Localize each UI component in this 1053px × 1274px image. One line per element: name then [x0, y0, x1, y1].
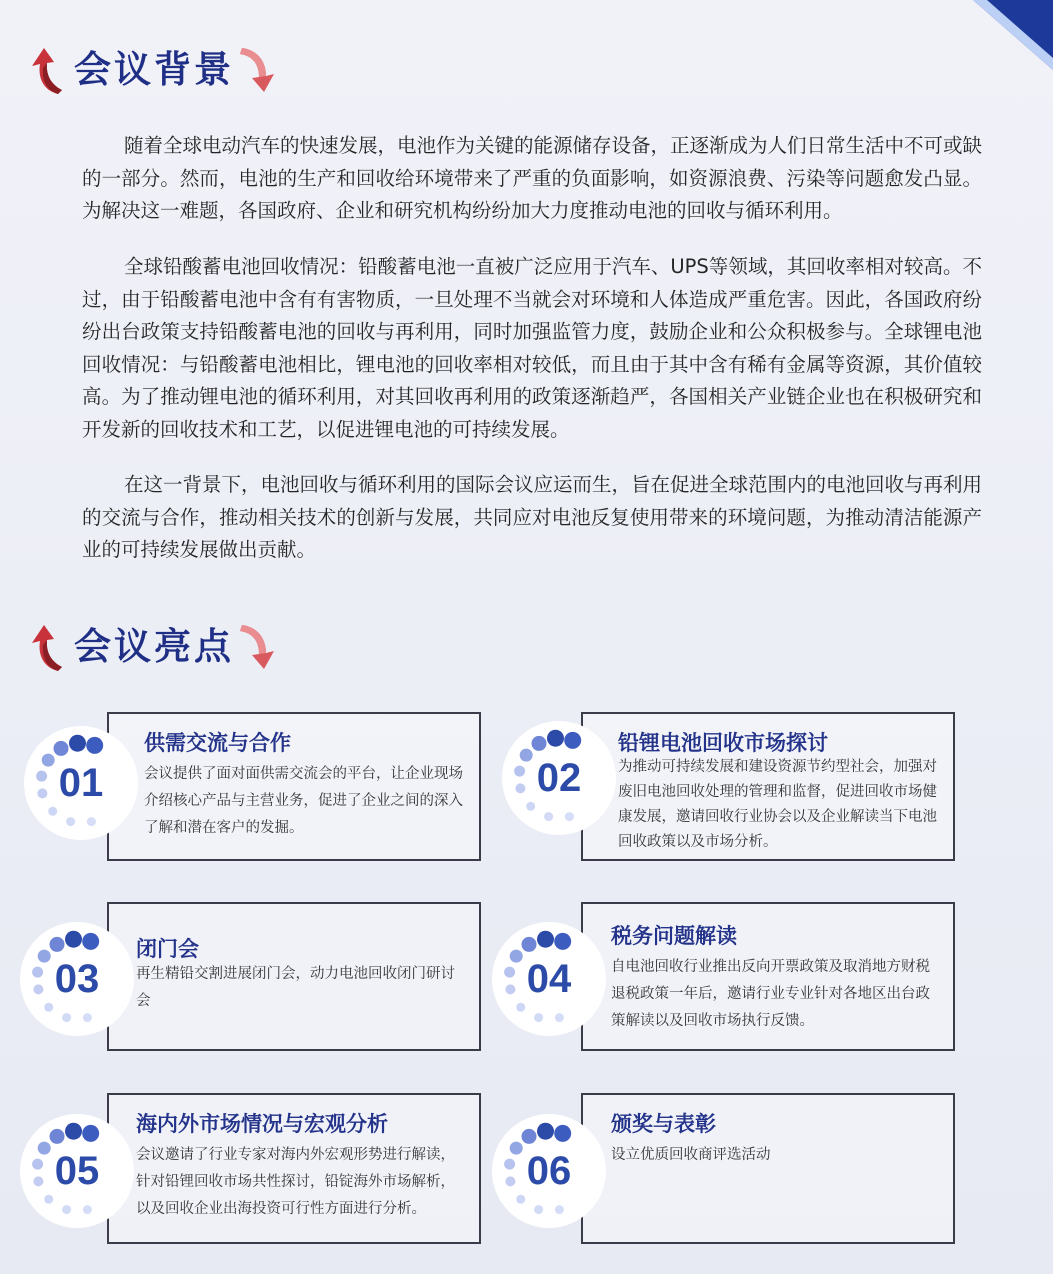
curved-arrow-down-icon: [236, 44, 280, 96]
section-title: 会议背景: [74, 48, 234, 91]
corner-decoration: [973, 0, 1053, 70]
number-badge-2: [500, 719, 618, 837]
badge-number: 01: [58, 760, 104, 805]
number-badge-1: [22, 724, 140, 842]
card-text: 自电池回收行业推出反向开票政策及取消地方财税退税政策一年后，邀请行业专业针对各地区出台政策解读以及回收市场执行反馈。: [611, 959, 930, 1029]
card-text: 会议邀请了行业专家对海内外宏观形势进行解读，针对铅锂回收市场共性探讨，铅锭海外市场解析，以及回收企业出海投资可行性方面进行分析。: [136, 1147, 455, 1217]
badge-number: 05: [54, 1148, 100, 1193]
card-title: 铅锂电池回收市场探讨: [618, 731, 828, 755]
background-paragraph-1: 随着全球电动汽车的快速发展，电池作为关键的能源储存设备，正逐渐成为人们日常生活中不可或缺的一部分。然而，电池的生产和回收给环境带来了严重的负面影响，如资源浪费、污染等问题愈发凸显。为解决这一难题，各国政府、企业和研究机构纷纷加大力度推动电池的回收与循环利用。: [82, 134, 983, 222]
badge-number: 06: [526, 1148, 572, 1193]
card-text: 会议提供了面对面供需交流会的平台，让企业现场介绍核心产品与主营业务，促进了企业之间的深入了解和潜在客户的发掘。: [144, 766, 463, 836]
card-text: 设立优质回收商评选活动: [611, 1147, 771, 1163]
curved-arrow-up-icon: [28, 44, 72, 96]
card-title: 供需交流与合作: [144, 731, 291, 755]
background-paragraph-2: 全球铅酸蓄电池回收情况：铅酸蓄电池一直被广泛应用于汽车、UPS等领域，其回收率相对较高。不过，由于铅酸蓄电池中含有有害物质，一旦处理不当就会对环境和人体造成严重危害。因此，各国政府纷纷出台政策支持铅酸蓄电池的回收与再利用，同时加强监管力度，鼓励企业和公众积极参与。全球锂电池回收情况：与铅酸蓄电池相比，锂电池的回收率相对较低，而且由于其中含有稀有金属等资源，其价值较高。为了推动锂电池的循环利用，对其回收再利用的政策逐渐趋严，各国相关产业链企业也在积极研究和开发新的回收技术和工艺，以促进锂电池的可持续发展。: [82, 255, 982, 441]
number-badge-5: [18, 1112, 136, 1230]
curved-arrow-up-icon: [28, 621, 72, 673]
section-heading-background: [28, 40, 280, 100]
section-heading-highlights: [28, 617, 280, 677]
card-title: 颁奖与表彰: [611, 1112, 716, 1136]
number-badge-6: [490, 1112, 608, 1230]
curved-arrow-down-icon: [236, 621, 280, 673]
card-text: 再生精铅交割进展闭门会，动力电池回收闭门研讨会: [136, 966, 455, 1009]
card-title: 海内外市场情况与宏观分析: [136, 1112, 388, 1136]
badge-number: 03: [54, 956, 100, 1001]
background-paragraph-3: 在这一背景下，电池回收与循环利用的国际会议应运而生，旨在促进全球范围内的电池回收与再利用的交流与合作，推动相关技术的创新与发展，共同应对电池反复使用带来的环境问题，为推动清洁能源产业的可持续发展做出贡献。: [82, 473, 983, 561]
card-text: 为推动可持续发展和建设资源节约型社会，加强对废旧电池回收处理的管理和监督，促进回收市场健康发展，邀请回收行业协会以及企业解读当下电池回收政策以及市场分析。: [618, 759, 937, 850]
number-badge-4: [490, 920, 608, 1038]
badge-number: 04: [526, 956, 572, 1001]
section-title: 会议亮点: [74, 625, 234, 668]
badge-number: 02: [536, 755, 582, 800]
card-title: 税务问题解读: [611, 924, 737, 948]
number-badge-3: [18, 920, 136, 1038]
card-title: 闭门会: [136, 937, 199, 961]
